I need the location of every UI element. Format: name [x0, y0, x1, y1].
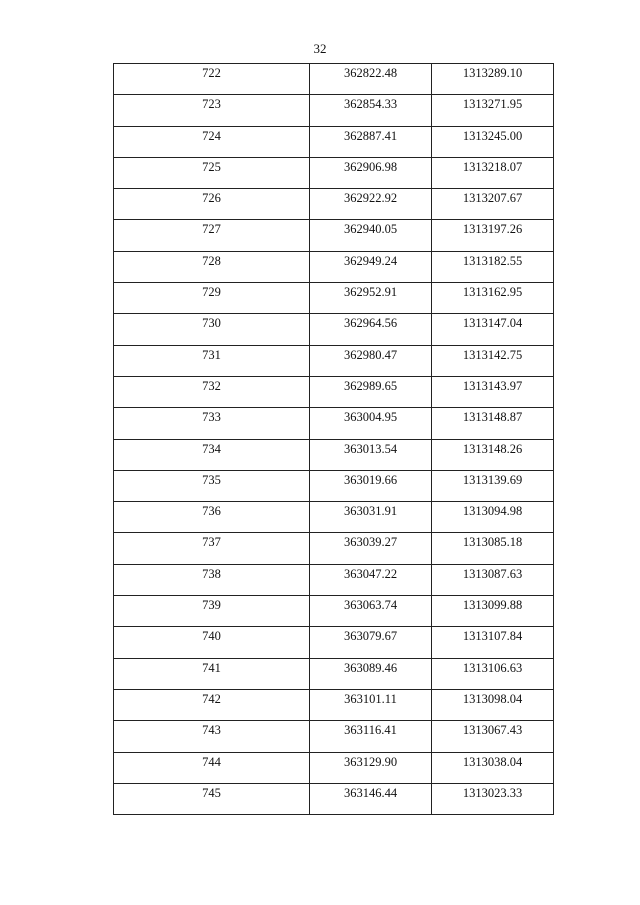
- y-coordinate: 1313207.67: [462, 191, 523, 206]
- table-row: [114, 408, 554, 439]
- x-coordinate-cell: [310, 314, 432, 345]
- x-coordinate-cell: [310, 627, 432, 658]
- x-coordinate-cell: [310, 189, 432, 220]
- y-coordinate-cell: [432, 564, 554, 595]
- x-coordinate: 363129.90: [343, 754, 398, 769]
- point-number: 723: [202, 97, 221, 112]
- point-number: 741: [202, 660, 221, 675]
- point-number: 724: [202, 128, 221, 143]
- table-row: [114, 314, 554, 345]
- x-coordinate: 363116.41: [344, 723, 397, 738]
- x-coordinate-cell: [310, 251, 432, 282]
- x-coordinate: 363101.11: [344, 691, 397, 706]
- x-coordinate: 362952.91: [343, 285, 398, 300]
- point-number-cell: [114, 95, 310, 126]
- point-number-cell: [114, 470, 310, 501]
- point-number-cell: [114, 126, 310, 157]
- y-coordinate-cell: [432, 189, 554, 220]
- point-number: 722: [202, 66, 221, 80]
- x-coordinate: 362854.33: [343, 97, 398, 112]
- point-number-cell: [114, 689, 310, 720]
- y-coordinate-cell: [432, 408, 554, 439]
- y-coordinate-cell: [432, 126, 554, 157]
- x-coordinate-cell: [310, 502, 432, 533]
- x-coordinate-cell: [310, 596, 432, 627]
- table-row: [114, 283, 554, 314]
- x-coordinate: 363047.22: [343, 566, 398, 581]
- point-number: 743: [202, 723, 221, 738]
- table-row: [114, 439, 554, 470]
- coordinates-table-body: [114, 64, 554, 815]
- y-coordinate: 1313143.97: [462, 378, 523, 393]
- y-coordinate: 1313147.04: [462, 316, 523, 331]
- x-coordinate-cell: [310, 783, 432, 814]
- point-number-cell: [114, 439, 310, 470]
- table-row: [114, 533, 554, 564]
- y-coordinate-cell: [432, 783, 554, 814]
- y-coordinate-cell: [432, 658, 554, 689]
- y-coordinate: 1313139.69: [462, 472, 523, 487]
- x-coordinate-cell: [310, 752, 432, 783]
- point-number: 736: [202, 504, 221, 519]
- y-coordinate: 1313067.43: [462, 723, 523, 738]
- x-coordinate-cell: [310, 376, 432, 407]
- y-coordinate: 1313271.95: [462, 97, 523, 112]
- y-coordinate-cell: [432, 689, 554, 720]
- y-coordinate: 1313245.00: [462, 128, 523, 143]
- point-number-cell: [114, 189, 310, 220]
- x-coordinate: 363089.46: [343, 660, 398, 675]
- y-coordinate-cell: [432, 220, 554, 251]
- y-coordinate-cell: [432, 439, 554, 470]
- table-row: [114, 627, 554, 658]
- x-coordinate-cell: [310, 283, 432, 314]
- table-row: [114, 95, 554, 126]
- x-coordinate-cell: [310, 533, 432, 564]
- x-coordinate-cell: [310, 95, 432, 126]
- point-number: 742: [202, 691, 221, 706]
- point-number-cell: [114, 345, 310, 376]
- table-row: [114, 470, 554, 501]
- y-coordinate-cell: [432, 533, 554, 564]
- x-coordinate-cell: [310, 721, 432, 752]
- x-coordinate-cell: [310, 157, 432, 188]
- table-row: [114, 64, 554, 95]
- y-coordinate: 1313148.87: [462, 410, 523, 425]
- y-coordinate-cell: [432, 345, 554, 376]
- point-number-cell: [114, 752, 310, 783]
- table-row: [114, 345, 554, 376]
- point-number-cell: [114, 783, 310, 814]
- point-number-cell: [114, 627, 310, 658]
- table-row: [114, 564, 554, 595]
- y-coordinate: 1313098.04: [462, 691, 523, 706]
- y-coordinate: 1313182.55: [462, 253, 523, 268]
- point-number-cell: [114, 376, 310, 407]
- y-coordinate: 1313142.75: [462, 347, 523, 362]
- x-coordinate: 363079.67: [343, 629, 398, 644]
- point-number: 738: [202, 566, 221, 581]
- table-row: [114, 689, 554, 720]
- point-number: 733: [202, 410, 221, 425]
- table-row: [114, 502, 554, 533]
- table-row: [114, 157, 554, 188]
- y-coordinate-cell: [432, 157, 554, 188]
- y-coordinate: 1313099.88: [462, 598, 523, 613]
- table-row: [114, 721, 554, 752]
- point-number: 735: [202, 472, 221, 487]
- table-row: [114, 189, 554, 220]
- y-coordinate-cell: [432, 283, 554, 314]
- x-coordinate: 362906.98: [343, 159, 398, 174]
- y-coordinate: 1313038.04: [462, 754, 523, 769]
- x-coordinate: 363013.54: [343, 441, 398, 456]
- point-number-cell: [114, 157, 310, 188]
- y-coordinate-cell: [432, 502, 554, 533]
- y-coordinate-cell: [432, 95, 554, 126]
- x-coordinate: 363063.74: [343, 598, 398, 613]
- x-coordinate-cell: [310, 470, 432, 501]
- y-coordinate: 1313023.33: [462, 785, 523, 800]
- table-row: [114, 658, 554, 689]
- x-coordinate: 362822.48: [343, 66, 398, 80]
- y-coordinate-cell: [432, 376, 554, 407]
- table-row: [114, 752, 554, 783]
- x-coordinate: 362887.41: [343, 128, 398, 143]
- y-coordinate: 1313218.07: [462, 159, 523, 174]
- y-coordinate-cell: [432, 470, 554, 501]
- x-coordinate: 362949.24: [343, 253, 398, 268]
- y-coordinate: 1313107.84: [462, 629, 523, 644]
- table-row: [114, 126, 554, 157]
- x-coordinate-cell: [310, 689, 432, 720]
- x-coordinate: 362940.05: [343, 222, 398, 237]
- x-coordinate-cell: [310, 564, 432, 595]
- y-coordinate-cell: [432, 596, 554, 627]
- y-coordinate: 1313148.26: [462, 441, 523, 456]
- point-number: 728: [202, 253, 221, 268]
- table-row: [114, 596, 554, 627]
- point-number-cell: [114, 502, 310, 533]
- point-number-cell: [114, 220, 310, 251]
- y-coordinate-cell: [432, 251, 554, 282]
- point-number-cell: [114, 564, 310, 595]
- point-number-cell: [114, 721, 310, 752]
- point-number-cell: [114, 64, 310, 95]
- point-number: 732: [202, 378, 221, 393]
- x-coordinate-cell: [310, 126, 432, 157]
- y-coordinate: 1313197.26: [462, 222, 523, 237]
- x-coordinate-cell: [310, 64, 432, 95]
- point-number-cell: [114, 314, 310, 345]
- table-row: [114, 220, 554, 251]
- y-coordinate: 1313162.95: [462, 285, 523, 300]
- x-coordinate: 363004.95: [343, 410, 398, 425]
- table-row: [114, 783, 554, 814]
- x-coordinate-cell: [310, 408, 432, 439]
- y-coordinate: 1313289.10: [462, 66, 523, 80]
- y-coordinate: 1313087.63: [462, 566, 523, 581]
- y-coordinate: 1313094.98: [462, 504, 523, 519]
- coordinates-table: [113, 63, 554, 815]
- y-coordinate: 1313106.63: [462, 660, 523, 675]
- x-coordinate-cell: [310, 345, 432, 376]
- y-coordinate-cell: [432, 64, 554, 95]
- x-coordinate-cell: [310, 439, 432, 470]
- point-number: 744: [202, 754, 221, 769]
- y-coordinate-cell: [432, 627, 554, 658]
- point-number-cell: [114, 596, 310, 627]
- x-coordinate-cell: [310, 658, 432, 689]
- x-coordinate: 362980.47: [343, 347, 398, 362]
- y-coordinate-cell: [432, 314, 554, 345]
- point-number: 731: [202, 347, 221, 362]
- x-coordinate: 362964.56: [343, 316, 398, 331]
- point-number: 734: [202, 441, 221, 456]
- table-row: [114, 376, 554, 407]
- x-coordinate: 363146.44: [343, 785, 398, 800]
- x-coordinate-cell: [310, 220, 432, 251]
- y-coordinate-cell: [432, 721, 554, 752]
- point-number: 727: [202, 222, 221, 237]
- x-coordinate: 363039.27: [343, 535, 398, 550]
- point-number-cell: [114, 658, 310, 689]
- point-number: 739: [202, 598, 221, 613]
- point-number-cell: [114, 283, 310, 314]
- point-number: 729: [202, 285, 221, 300]
- y-coordinate-cell: [432, 752, 554, 783]
- x-coordinate: 362922.92: [343, 191, 398, 206]
- x-coordinate: 363031.91: [343, 504, 398, 519]
- point-number: 737: [202, 535, 221, 550]
- point-number: 745: [202, 785, 221, 800]
- point-number-cell: [114, 408, 310, 439]
- point-number: 730: [202, 316, 221, 331]
- point-number: 725: [202, 159, 221, 174]
- y-coordinate: 1313085.18: [462, 535, 523, 550]
- x-coordinate: 363019.66: [343, 472, 398, 487]
- point-number: 740: [202, 629, 221, 644]
- point-number-cell: [114, 251, 310, 282]
- point-number-cell: [114, 533, 310, 564]
- page-number: 32: [313, 41, 327, 56]
- table-row: [114, 251, 554, 282]
- x-coordinate: 362989.65: [343, 378, 398, 393]
- point-number: 726: [202, 191, 221, 206]
